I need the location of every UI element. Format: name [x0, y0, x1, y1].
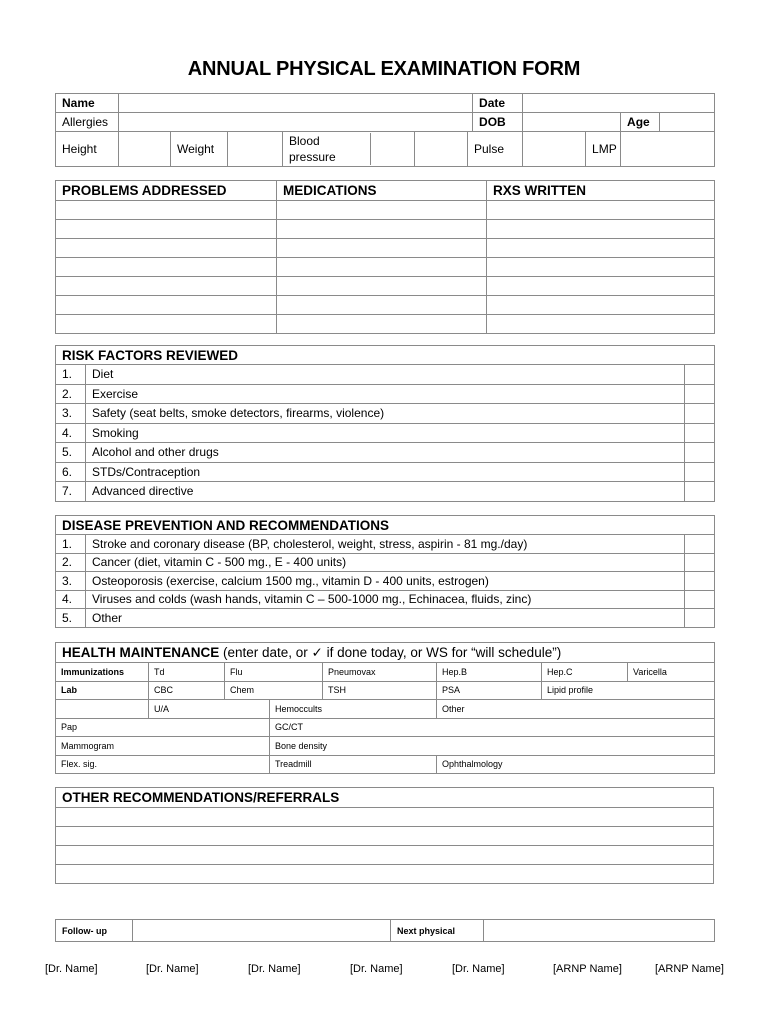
allergies-field[interactable]	[119, 113, 473, 132]
lipid-profile-cell[interactable]: Lipid profile	[542, 681, 715, 700]
disease-number: 2.	[56, 553, 86, 572]
rxs-written-header: RXS WRITTEN	[487, 181, 715, 201]
risk-number: 2.	[56, 384, 86, 404]
name-label: Name	[56, 94, 119, 113]
problems-table	[55, 180, 715, 334]
problem-cell[interactable]	[56, 239, 277, 258]
name-field[interactable]	[119, 94, 473, 113]
bone-density-cell[interactable]: Bone density	[270, 737, 715, 756]
medication-cell[interactable]	[277, 296, 487, 315]
risk-item: Advanced directive	[86, 482, 685, 502]
blood-pressure-field-extra[interactable]	[415, 132, 468, 166]
page-title: ANNUAL PHYSICAL EXAMINATION FORM	[187, 58, 581, 80]
height-field[interactable]	[119, 132, 171, 167]
disease-check-cell[interactable]	[685, 572, 715, 591]
rx-cell[interactable]	[487, 201, 715, 220]
referral-line[interactable]	[56, 865, 714, 884]
disease-item: Cancer (diet, vitamin C - 500 mg., E - 400 units)	[86, 553, 685, 572]
signature-arnp-name-1: [ARNP Name]	[553, 963, 622, 975]
other-lab-cell[interactable]: Other	[437, 700, 715, 719]
risk-item: STDs/Contraception	[86, 462, 685, 482]
disease-prevention-header: DISEASE PREVENTION AND RECOMMENDATIONS	[56, 516, 715, 535]
risk-check-cell[interactable]	[685, 365, 715, 385]
ophthalmology-cell[interactable]: Ophthalmology	[437, 755, 715, 774]
rx-cell[interactable]	[487, 315, 715, 334]
rx-cell[interactable]	[487, 258, 715, 277]
risk-check-cell[interactable]	[685, 482, 715, 502]
medication-cell[interactable]	[277, 239, 487, 258]
risk-number: 5.	[56, 443, 86, 463]
health-maintenance-table	[55, 642, 715, 774]
pulse-label	[415, 132, 523, 167]
disease-check-cell[interactable]	[685, 590, 715, 609]
risk-number: 1.	[56, 365, 86, 385]
disease-number: 4.	[56, 590, 86, 609]
age-label: Age	[621, 113, 660, 132]
signature-arnp-name-2: [ARNP Name]	[655, 963, 724, 975]
age-field[interactable]	[660, 113, 715, 132]
risk-number: 6.	[56, 462, 86, 482]
problem-cell[interactable]	[56, 258, 277, 277]
flex-sig-cell[interactable]: Flex. sig.	[56, 755, 270, 774]
risk-check-cell[interactable]	[685, 462, 715, 482]
medication-cell[interactable]	[277, 220, 487, 239]
dob-label: DOB	[473, 113, 523, 132]
varicella-cell[interactable]: Varicella	[628, 663, 715, 682]
follow-up-label: Follow- up	[56, 920, 133, 942]
bp-label-line2: pressure	[289, 150, 336, 164]
pap-cell[interactable]: Pap	[56, 718, 270, 737]
referral-line[interactable]	[56, 808, 714, 827]
cbc-cell[interactable]: CBC	[149, 681, 225, 700]
pneumovax-cell[interactable]: Pneumovax	[323, 663, 437, 682]
disease-number: 5.	[56, 609, 86, 628]
rx-cell[interactable]	[487, 296, 715, 315]
signature-dr-name-2: [Dr. Name]	[146, 963, 199, 975]
disease-number: 3.	[56, 572, 86, 591]
referral-line[interactable]	[56, 846, 714, 865]
disease-item: Stroke and coronary disease (BP, cholesterol, weight, stress, aspirin - 81 mg./day)	[86, 535, 685, 554]
referrals-table	[55, 787, 714, 884]
blood-pressure-label	[283, 132, 415, 167]
rx-cell[interactable]	[487, 277, 715, 296]
allergies-label: Allergies	[56, 113, 119, 132]
treadmill-cell[interactable]: Treadmill	[270, 755, 437, 774]
signature-dr-name-3: [Dr. Name]	[248, 963, 301, 975]
disease-item: Viruses and colds (wash hands, vitamin C – 500-1000 mg., Echinacea, fluids, zinc)	[86, 590, 685, 609]
chem-cell[interactable]: Chem	[225, 681, 323, 700]
risk-item: Smoking	[86, 423, 685, 443]
risk-item: Exercise	[86, 384, 685, 404]
risk-item: Alcohol and other drugs	[86, 443, 685, 463]
risk-check-cell[interactable]	[685, 443, 715, 463]
problem-cell[interactable]	[56, 277, 277, 296]
health-maintenance-note: (enter date, or ✓ if done today, or WS for “will schedule”)	[219, 644, 562, 660]
problems-addressed-header: PROBLEMS ADDRESSED	[56, 181, 277, 201]
disease-prevention-table	[55, 515, 715, 628]
medication-cell[interactable]	[277, 258, 487, 277]
pulse-field[interactable]	[523, 132, 586, 167]
disease-number: 1.	[56, 535, 86, 554]
disease-item: Other	[86, 609, 685, 628]
disease-check-cell[interactable]	[685, 609, 715, 628]
risk-check-cell[interactable]	[685, 384, 715, 404]
hep-c-cell[interactable]: Hep.C	[542, 663, 628, 682]
problem-cell[interactable]	[56, 220, 277, 239]
health-maintenance-title: HEALTH MAINTENANCE	[62, 644, 220, 660]
height-label: Height	[56, 132, 119, 167]
medication-cell[interactable]	[277, 315, 487, 334]
immunizations-label: Immunizations	[56, 663, 149, 682]
weight-label: Weight	[171, 132, 228, 167]
problem-cell[interactable]	[56, 201, 277, 220]
hemoccults-cell[interactable]: Hemoccults	[270, 700, 437, 719]
disease-check-cell[interactable]	[685, 535, 715, 554]
problem-cell[interactable]	[56, 315, 277, 334]
tsh-cell[interactable]: TSH	[323, 681, 437, 700]
lmp-field[interactable]	[621, 132, 715, 167]
referrals-header: OTHER RECOMMENDATIONS/REFERRALS	[56, 788, 714, 808]
risk-check-cell[interactable]	[685, 404, 715, 424]
hep-b-cell[interactable]: Hep.B	[437, 663, 542, 682]
date-label: Date	[473, 94, 523, 113]
disease-check-cell[interactable]	[685, 553, 715, 572]
weight-field[interactable]	[228, 132, 283, 167]
medication-cell[interactable]	[277, 201, 487, 220]
followup-table	[55, 919, 715, 942]
referral-line[interactable]	[56, 827, 714, 846]
problem-cell[interactable]	[56, 296, 277, 315]
date-field[interactable]	[523, 94, 715, 113]
rx-cell[interactable]	[487, 239, 715, 258]
pulse-label-text: Pulse	[474, 142, 505, 156]
lab-label: Lab	[56, 681, 149, 700]
next-physical-label: Next physical	[391, 920, 484, 942]
rx-cell[interactable]	[487, 220, 715, 239]
risk-item: Safety (seat belts, smoke detectors, firearms, violence)	[86, 404, 685, 424]
signature-dr-name-4: [Dr. Name]	[350, 963, 403, 975]
ua-cell[interactable]: U/A	[149, 700, 270, 719]
gc-ct-cell[interactable]: GC/CT	[270, 718, 715, 737]
risk-number: 4.	[56, 423, 86, 443]
risk-number: 7.	[56, 482, 86, 502]
signature-dr-name-1: [Dr. Name]	[45, 963, 98, 975]
risk-factors-table	[55, 345, 715, 502]
health-maintenance-header	[56, 643, 715, 663]
next-physical-field[interactable]	[484, 920, 715, 942]
dob-field[interactable]	[523, 113, 621, 132]
blood-pressure-field[interactable]	[371, 133, 414, 165]
risk-check-cell[interactable]	[685, 423, 715, 443]
medication-cell[interactable]	[277, 277, 487, 296]
bp-label-line1: Blood	[289, 134, 320, 148]
lab-blank-cell	[56, 700, 149, 719]
signature-dr-name-5: [Dr. Name]	[452, 963, 505, 975]
risk-item: Diet	[86, 365, 685, 385]
risk-factors-header: RISK FACTORS REVIEWED	[56, 346, 715, 365]
lmp-label: LMP	[586, 132, 621, 167]
patient-info-table	[55, 93, 715, 167]
td-cell[interactable]: Td	[149, 663, 225, 682]
flu-cell[interactable]: Flu	[225, 663, 323, 682]
medications-header: MEDICATIONS	[277, 181, 487, 201]
disease-item: Osteoporosis (exercise, calcium 1500 mg., vitamin D - 400 units, estrogen)	[86, 572, 685, 591]
follow-up-field[interactable]	[133, 920, 391, 942]
psa-cell[interactable]: PSA	[437, 681, 542, 700]
mammogram-cell[interactable]: Mammogram	[56, 737, 270, 756]
risk-number: 3.	[56, 404, 86, 424]
